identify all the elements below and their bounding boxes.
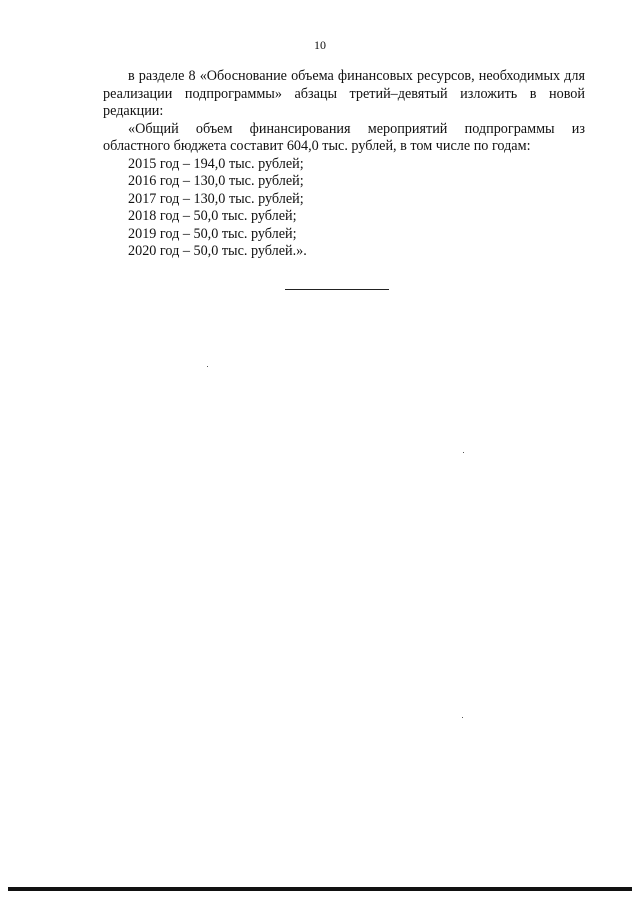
page-number: 10 (314, 38, 326, 52)
year-list (103, 156, 585, 261)
year-item: 2015 год – 194,0 тыс. рублей; (128, 155, 304, 172)
year-item: 2016 год – 130,0 тыс. рублей; (128, 173, 304, 189)
end-of-text-rule (285, 289, 389, 290)
scan-speck (207, 366, 208, 367)
amendment-paragraph: в разделе 8 «Обоснование объема финансовых ресурсов, необходимых для реализации подпрограммы» абзацы третий–девятый изложить в новой редакции: (103, 68, 585, 119)
document-body (103, 68, 585, 261)
scan-speck (462, 717, 463, 718)
year-item: 2020 год – 50,0 тыс. рублей.». (128, 243, 307, 259)
year-item: 2019 год – 50,0 тыс. рублей; (128, 225, 297, 242)
year-item: 2017 год – 130,0 тыс. рублей; (128, 190, 304, 207)
scan-edge-bar (8, 887, 632, 891)
scan-speck (463, 452, 464, 453)
year-item: 2018 год – 50,0 тыс. рублей; (128, 208, 297, 224)
funding-paragraph: «Общий объем финансирования мероприятий подпрограммы из областного бюджета составит 604,0 тыс. рублей, в том числе по годам: (103, 120, 585, 154)
